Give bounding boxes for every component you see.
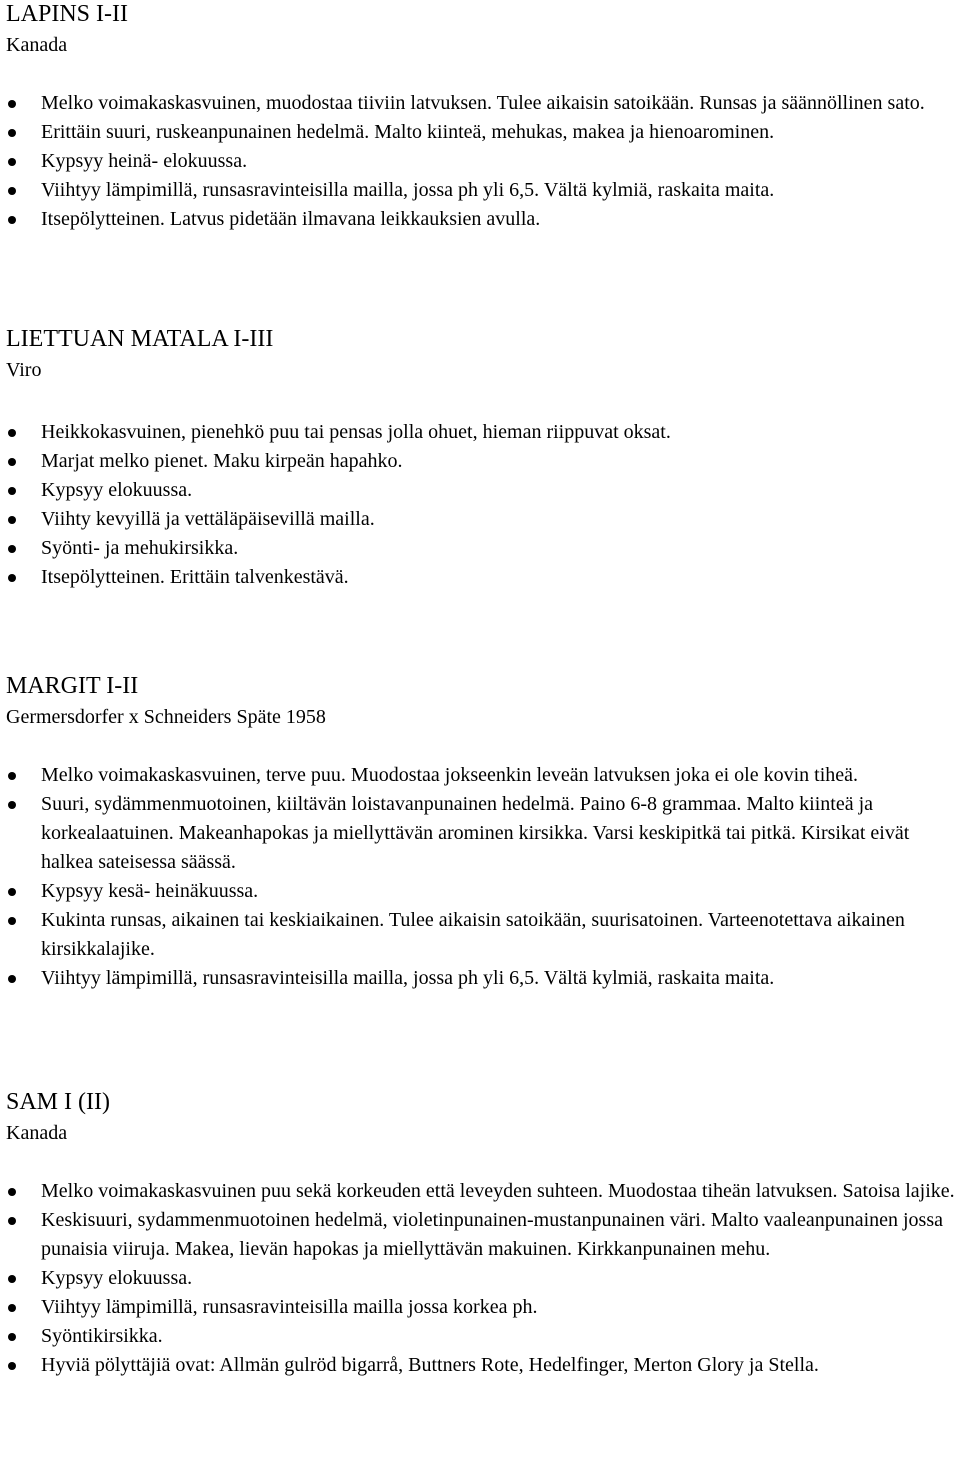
bullet-dot-icon	[8, 574, 16, 582]
bullet-dot-icon	[8, 429, 16, 437]
list-item-text: Melko voimakaskasvuinen, muodostaa tiiviin latvuksen. Tulee aikaisin satoikään. Runsas ja säännöllinen sato.	[41, 92, 925, 114]
list-item	[6, 761, 956, 790]
bullet-dot-icon	[8, 129, 16, 137]
bullet-dot-icon	[8, 545, 16, 553]
bullet-dot-icon	[8, 1217, 16, 1225]
list-item-text: Syönti- ja mehukirsikka.	[41, 537, 239, 559]
bullet-dot-icon	[8, 100, 16, 108]
list-item	[6, 877, 956, 906]
list-item	[6, 118, 956, 147]
variety-title: MARGIT I-II	[6, 673, 139, 699]
bullet-list	[6, 418, 956, 592]
bullet-dot-icon	[8, 187, 16, 195]
list-item-text: Viihtyy lämpimillä, runsasravinteisilla mailla, jossa ph yli 6,5. Vältä kylmiä, raskaita maita.	[41, 179, 775, 201]
list-item-text: Viihtyy lämpimillä, runsasravinteisilla mailla jossa korkea ph.	[41, 1296, 538, 1318]
bullet-dot-icon	[8, 801, 16, 809]
list-item	[6, 147, 956, 176]
bullet-dot-icon	[8, 158, 16, 166]
list-item-text: Heikkokasvuinen, pienehkö puu tai pensas jolla ohuet, hieman riippuvat oksat.	[41, 421, 671, 443]
list-item	[6, 176, 956, 205]
list-item	[6, 1206, 956, 1264]
list-item-text: Melko voimakaskasvuinen, terve puu. Muodostaa jokseenkin leveän latvuksen joka ei ole kovin tiheä.	[41, 764, 859, 786]
list-item	[6, 1351, 956, 1380]
bullet-dot-icon	[8, 487, 16, 495]
list-item	[6, 790, 956, 877]
list-item-text: Kukinta runsas, aikainen tai keskiaikainen. Tulee aikaisin satoikään, suurisatoinen. Varteenotettava aikainen kirsikkalajike.	[41, 909, 905, 960]
bullet-dot-icon	[8, 1333, 16, 1341]
bullet-dot-icon	[8, 917, 16, 925]
list-item	[6, 964, 956, 993]
list-item	[6, 89, 956, 118]
list-item-text: Suuri, sydämmenmuotoinen, kiiltävän loistavanpunainen hedelmä. Paino 6-8 grammaa. Malto kiinteä ja korkealaatuinen. Makeanhapokas ja miellyttävän arominen kirsikka. Varsi keskipitkä tai pitkä. Kirsikat eivät halkea sateisessa säässä.	[41, 793, 910, 873]
list-item-text: Itsepölytteinen. Erittäin talvenkestävä.	[41, 566, 349, 588]
list-item	[6, 476, 956, 505]
bullet-dot-icon	[8, 1304, 16, 1312]
list-item	[6, 1264, 956, 1293]
list-item-text: Kypsyy elokuussa.	[41, 1267, 193, 1289]
list-item-text: Viihtyy lämpimillä, runsasravinteisilla mailla, jossa ph yli 6,5. Vältä kylmiä, raskaita maita.	[41, 967, 775, 989]
variety-origin: Viro	[6, 359, 42, 381]
list-item	[6, 505, 956, 534]
list-item	[6, 1177, 956, 1206]
list-item-text: Erittäin suuri, ruskeanpunainen hedelmä. Malto kiinteä, mehukas, makea ja hienoarominen.	[41, 121, 775, 143]
bullet-dot-icon	[8, 888, 16, 896]
bullet-list	[6, 1177, 956, 1380]
list-item-text: Hyviä pölyttäjiä ovat: Allmän gulröd bigarrå, Buttners Rote, Hedelfinger, Merton Glory ja Stella.	[41, 1354, 819, 1376]
bullet-list	[6, 761, 956, 993]
list-item-text: Marjat melko pienet. Maku kirpeän hapahko.	[41, 450, 403, 472]
list-item-text: Viihty kevyillä ja vettäläpäisevillä mailla.	[41, 508, 375, 530]
variety-origin: Kanada	[6, 34, 68, 56]
list-item-text: Kypsyy kesä- heinäkuussa.	[41, 880, 259, 902]
list-item	[6, 1322, 956, 1351]
list-item	[6, 1293, 956, 1322]
bullet-list	[6, 89, 956, 234]
list-item-text: Kypsyy elokuussa.	[41, 479, 193, 501]
bullet-dot-icon	[8, 458, 16, 466]
list-item-text: Keskisuuri, sydammenmuotoinen hedelmä, violetinpunainen-mustanpunainen väri. Malto vaaleanpunainen jossa punaisia viiruja. Makea, lievän hapokas ja miellyttävän makuinen. Kirkkanpunainen mehu.	[41, 1209, 944, 1260]
variety-origin: Kanada	[6, 1122, 68, 1144]
bullet-dot-icon	[8, 1275, 16, 1283]
bullet-dot-icon	[8, 975, 16, 983]
list-item-text: Itsepölytteinen. Latvus pidetään ilmavana leikkauksien avulla.	[41, 208, 541, 230]
list-item	[6, 418, 956, 447]
variety-title: LIETTUAN MATALA I-III	[6, 326, 274, 352]
bullet-dot-icon	[8, 516, 16, 524]
bullet-dot-icon	[8, 216, 16, 224]
variety-title: LAPINS I-II	[6, 1, 128, 27]
list-item	[6, 563, 956, 592]
bullet-dot-icon	[8, 1188, 16, 1196]
bullet-dot-icon	[8, 1362, 16, 1370]
list-item-text: Kypsyy heinä- elokuussa.	[41, 150, 248, 172]
list-item-text: Syöntikirsikka.	[41, 1325, 163, 1347]
list-item	[6, 205, 956, 234]
variety-origin: Germersdorfer x Schneiders Späte 1958	[6, 706, 326, 728]
list-item	[6, 447, 956, 476]
variety-title: SAM I (II)	[6, 1089, 110, 1115]
list-item	[6, 906, 956, 964]
list-item-text: Melko voimakaskasvuinen puu sekä korkeuden että leveyden suhteen. Muodostaa tiheän latvuksen. Satoisa lajike.	[41, 1180, 955, 1202]
bullet-dot-icon	[8, 772, 16, 780]
list-item	[6, 534, 956, 563]
